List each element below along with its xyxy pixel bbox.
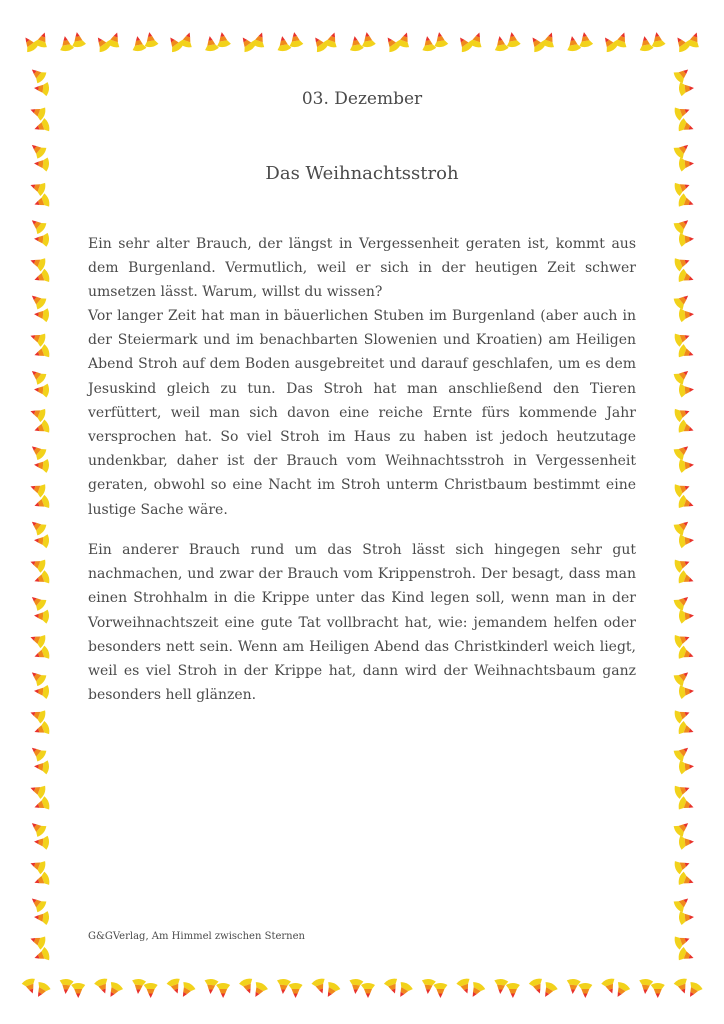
candy-corn-icon xyxy=(673,706,692,724)
candy-corn-icon xyxy=(33,759,49,774)
candy-corn-icon xyxy=(672,215,692,235)
candy-corn-icon xyxy=(33,156,49,171)
candy-corn-icon xyxy=(678,609,694,624)
candy-corn-icon xyxy=(70,31,86,48)
candy-corn-icon xyxy=(32,980,52,1000)
candy-corn-icon xyxy=(32,720,51,738)
candy-corn-icon xyxy=(59,978,74,994)
candy-corn-icon xyxy=(27,441,47,461)
candy-corn-icon xyxy=(27,366,47,386)
paragraph-krippenstroh: Ein anderer Brauch rund um das Stroh lässt sich hingegen sehr gut nachmachen, und zwar der Brauch vom Krippenstroh. Der besagt, dass man einen Strohhalm in die Krippe unter das Kind legen soll, wenn man in der Vorweihnachtszeit eine gute Tat vollbracht hat, wie: jemandem helfen oder besonders nett sein. Wenn am Heiligen Abend das Christkinderl weich liegt, weil es viel Stroh in der Krippe hat, dann wird der Weihnachtsbaum ganz besonders hell glänzen. xyxy=(88,542,636,704)
candy-corn-icon xyxy=(27,140,47,160)
candy-corn-icon xyxy=(27,215,47,235)
candy-corn-icon xyxy=(33,684,49,699)
candy-corn-icon xyxy=(678,533,694,548)
candy-corn-icon xyxy=(58,35,74,52)
candy-corn-icon xyxy=(33,81,49,96)
candy-corn-icon xyxy=(672,366,692,386)
candy-corn-icon xyxy=(33,232,49,247)
candy-corn-icon xyxy=(32,570,51,588)
candy-corn-icon xyxy=(673,329,692,347)
candy-corn-icon xyxy=(33,835,49,850)
candy-corn-icon xyxy=(32,494,51,512)
candy-corn-icon xyxy=(33,533,49,548)
candy-corn-icon xyxy=(678,759,694,774)
candy-corn-icon xyxy=(27,64,47,84)
candy-corn-icon xyxy=(673,555,692,573)
candy-corn-icon xyxy=(32,796,51,814)
candy-corn-icon xyxy=(33,910,49,925)
candy-corn-icon xyxy=(672,818,692,838)
candy-corn-icon xyxy=(33,609,49,624)
candy-corn-icon xyxy=(637,35,653,52)
page-date: 03. Dezember xyxy=(301,89,423,109)
candy-corn-icon xyxy=(673,977,691,996)
candy-corn-icon xyxy=(32,419,51,437)
candy-corn-icon xyxy=(673,254,692,272)
candy-corn-icon xyxy=(673,631,692,649)
candy-corn-icon xyxy=(651,983,665,998)
candy-corn-icon xyxy=(684,980,704,1000)
candy-corn-icon xyxy=(678,307,694,322)
candy-corn-icon xyxy=(27,592,47,612)
candy-corn-icon xyxy=(678,382,694,397)
candy-corn-icon xyxy=(673,103,692,121)
candy-corn-icon xyxy=(27,818,47,838)
candy-corn-icon xyxy=(32,117,51,135)
candy-corn-icon xyxy=(673,781,692,799)
candy-corn-icon xyxy=(672,516,692,536)
candy-corn-icon xyxy=(71,983,85,998)
candy-corn-icon xyxy=(672,667,692,687)
candy-corn-icon xyxy=(32,193,51,211)
candy-corn-icon xyxy=(672,441,692,461)
candy-corn-icon xyxy=(678,232,694,247)
candy-corn-icon xyxy=(672,592,692,612)
candy-corn-icon xyxy=(678,835,694,850)
page-title: Das Weihnachtsstroh xyxy=(265,163,459,184)
candy-corn-icon xyxy=(638,978,653,994)
candy-corn-icon xyxy=(21,977,39,996)
candy-corn-icon xyxy=(678,156,694,171)
candy-corn-icon xyxy=(27,742,47,762)
candy-corn-icon xyxy=(27,893,47,913)
candy-corn-icon xyxy=(27,516,47,536)
candy-corn-icon xyxy=(32,268,51,286)
candy-corn-icon xyxy=(673,857,692,875)
candy-corn-icon xyxy=(33,307,49,322)
candy-corn-icon xyxy=(33,458,49,473)
candy-corn-icon xyxy=(672,290,692,310)
candy-corn-icon xyxy=(673,404,692,422)
candy-corn-icon xyxy=(32,645,51,663)
publisher-footer: G&GVerlag, Am Himmel zwischen Sternen xyxy=(88,931,305,942)
candy-corn-icon xyxy=(32,343,51,361)
document-page xyxy=(88,0,636,1024)
candy-corn-icon xyxy=(27,667,47,687)
candy-corn-icon xyxy=(672,64,692,84)
candy-corn-icon xyxy=(649,31,665,48)
candy-corn-icon xyxy=(673,480,692,498)
candy-corn-icon xyxy=(33,382,49,397)
candy-corn-icon xyxy=(678,458,694,473)
candy-corn-icon xyxy=(32,946,51,964)
candy-corn-icon xyxy=(672,140,692,160)
candy-corn-icon xyxy=(673,932,692,950)
candy-corn-icon xyxy=(672,742,692,762)
candy-corn-icon xyxy=(672,893,692,913)
candy-corn-icon xyxy=(27,290,47,310)
candy-corn-icon xyxy=(678,684,694,699)
candy-corn-icon xyxy=(678,81,694,96)
paragraph-weihnachtsstroh: Vor langer Zeit hat man in bäuerlichen Stuben im Burgenland (aber auch in der Steiermark und im benachbarten Slowenien und Kroatien) am Heiligen Abend Stroh auf dem Boden ausgebreitet und darauf geschlafen, um es dem Jesuskind gleich zu tun. Das Stroh hat man anschließend den Tieren verfüttert, weil man sich davon eine reiche Ernte fürs kommende Jahr versprochen hat. So viel Stroh im Haus zu haben ist jedoch heutzutage undenkbar, daher ist der Brauch vom Weihnachtsstroh in Vergessenheit geraten, obwohl so eine Nacht im Stroh unterm Christbaum bestimmt eine lustige Sache wäre. xyxy=(88,308,636,518)
candy-corn-icon xyxy=(678,910,694,925)
paragraph-intro: Ein sehr alter Brauch, der längst in Vergessenheit geraten ist, kommt aus dem Burgenland. Vermutlich, weil er sich in der heutigen Zeit schwer umsetzen lässt. Warum, willst du wissen? xyxy=(88,236,636,301)
candy-corn-icon xyxy=(673,178,692,196)
candy-corn-icon xyxy=(32,871,51,889)
